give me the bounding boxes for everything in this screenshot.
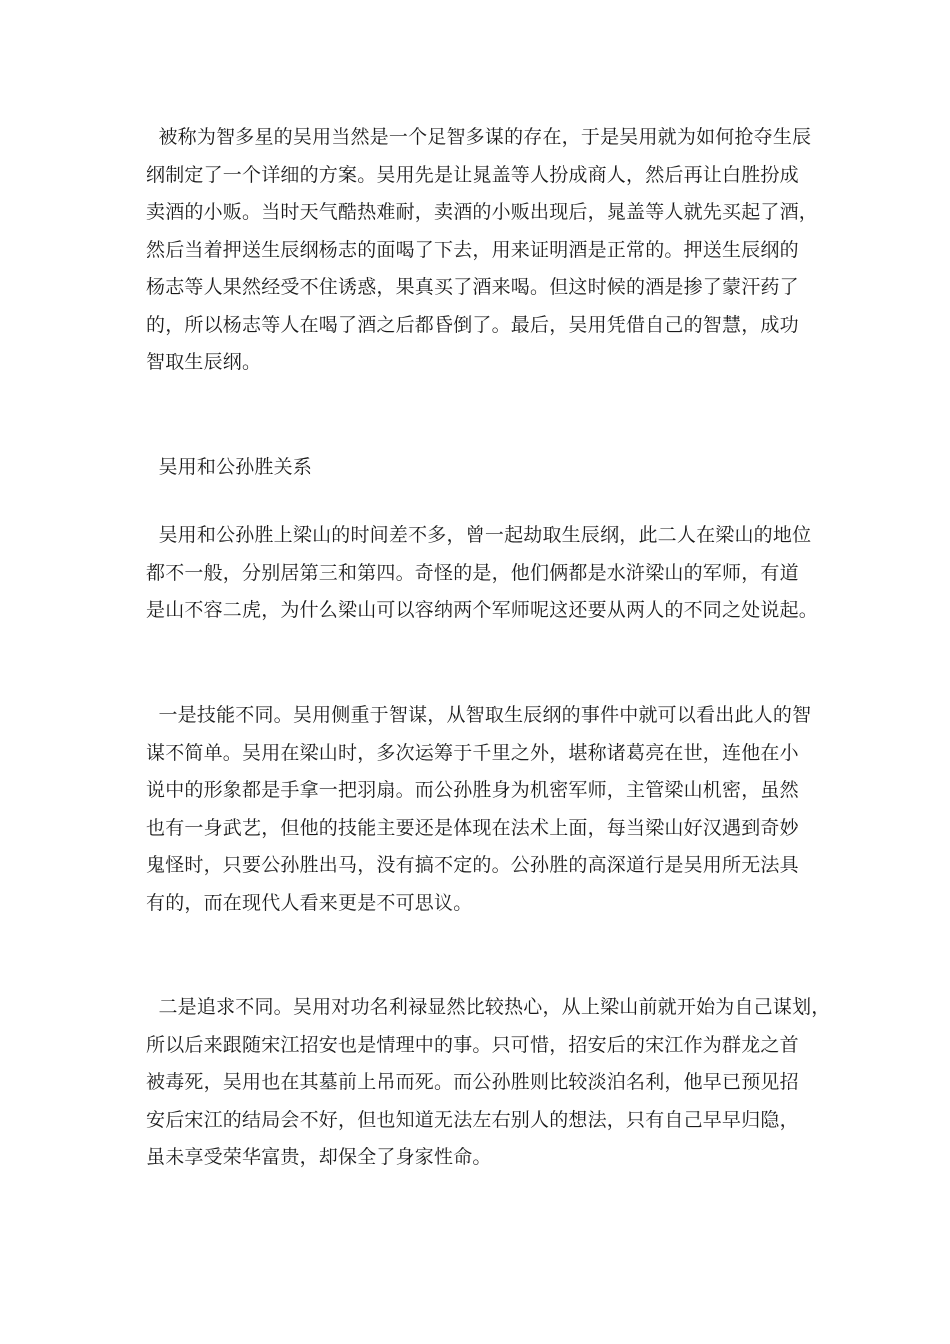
paragraph-3-line-4: 也有一身武艺，但他的技能主要还是体现在法术上面，每当梁山好汉遇到奇妙: [146, 817, 799, 839]
paragraph-2-line-2: 都不一般，分别居第三和第四。奇怪的是，他们俩都是水浒梁山的军师，有道: [146, 562, 799, 584]
paragraph-1-line-6: 的，所以杨志等人在喝了酒之后都昏倒了。最后，吴用凭借自己的智慧，成功: [146, 314, 799, 336]
paragraph-1-line-1: 被称为智多星的吴用当然是一个足智多谋的存在，于是吴用就为如何抢夺生辰: [146, 126, 812, 148]
paragraph-2-line-3: 是山不容二虎，为什么梁山可以容纳两个军师呢这还要从两人的不同之处说起。: [146, 599, 819, 621]
paragraph-1-line-3: 卖酒的小贩。当时天气酷热难耐，卖酒的小贩出现后，晁盖等人就先买起了酒，: [146, 201, 819, 223]
paragraph-4-line-1: 二是追求不同。吴用对功名利禄显然比较热心，从上梁山前就开始为自己谋划，: [146, 996, 831, 1018]
paragraph-3-line-3: 说中的形象都是手拿一把羽扇。而公孙胜身为机密军师，主管梁山机密，虽然: [146, 779, 799, 801]
paragraph-3-line-6: 有的，而在现代人看来更是不可思议。: [146, 892, 473, 914]
paragraph-1-line-5: 杨志等人果然经受不住诱惑，果真买了酒来喝。但这时候的酒是掺了蒙汗药了: [146, 276, 799, 298]
paragraph-1-line-4: 然后当着押送生辰纲杨志的面喝了下去，用来证明酒是正常的。押送生辰纲的: [146, 239, 799, 261]
paragraph-4-line-2: 所以后来跟随宋江招安也是情理中的事。只可惜，招安后的宋江作为群龙之首: [146, 1034, 799, 1056]
paragraph-3-line-2: 谋不简单。吴用在梁山时，多次运筹于千里之外，堪称诸葛亮在世，连他在小: [146, 742, 799, 764]
paragraph-4-line-3: 被毒死，吴用也在其墓前上吊而死。而公孙胜则比较淡泊名利，他早已预见招: [146, 1071, 799, 1093]
paragraph-4-line-4: 安后宋江的结局会不好，但也知道无法左右别人的想法，只有自己早早归隐，: [146, 1109, 799, 1131]
paragraph-1-line-7: 智取生辰纲。: [146, 351, 262, 373]
paragraph-4-line-5: 虽未享受荣华富贵，却保全了身家性命。: [146, 1146, 492, 1168]
paragraph-3-line-5: 鬼怪时，只要公孙胜出马，没有搞不定的。公孙胜的高深道行是吴用所无法具: [146, 854, 799, 876]
section-heading: 吴用和公孙胜关系: [146, 456, 313, 478]
paragraph-1-line-2: 纲制定了一个详细的方案。吴用先是让晁盖等人扮成商人，然后再让白胜扮成: [146, 164, 799, 186]
paragraph-3-line-1: 一是技能不同。吴用侧重于智谋，从智取生辰纲的事件中就可以看出此人的智: [146, 704, 812, 726]
paragraph-2-line-1: 吴用和公孙胜上梁山的时间差不多，曾一起劫取生辰纲，此二人在梁山的地位: [146, 524, 812, 546]
